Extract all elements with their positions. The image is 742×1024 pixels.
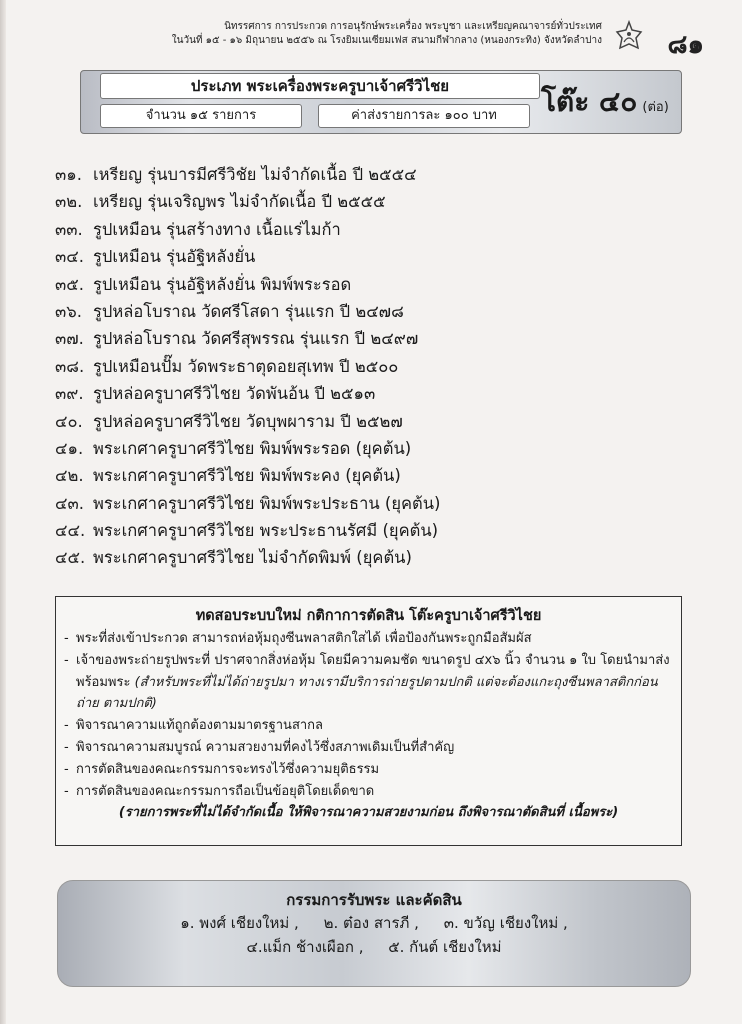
item-text: เหรียญ รุ่นบารมีศรีวิชัย ไม่จำกัดเนื้อ ปี ๒๕๕๔ (93, 165, 417, 184)
item-text: รูปหล่อโบราณ วัดศรีโสดา รุ่นแรก ปี ๒๔๗๘ (93, 301, 404, 321)
item-number: ๔๕. (55, 548, 86, 568)
rule-text: เจ้าของพระถ่ายรูปพระที่ ปราศจากสิ่งห่อหุ้ม โดยมีความคมชัด ขนาดรูป ๔x๖ นิ้ว จำนวน ๑ ใบ โดยนำมาส่งพร้อมพระ (76, 652, 670, 690)
rule-item: - การตัดสินของคณะกรรมการจะทรงไว้ซึ่งความยุติธรรม (64, 759, 671, 781)
item-text: พระเกศาครูบาศรีวิไชย พระประธานรัศมี (ยุคต้น) (93, 521, 439, 541)
entry-fee: ค่าส่งรายการละ ๑๐๐ บาท (318, 104, 530, 128)
committee-member: ๕. กันต์ เชียงใหม่ (388, 938, 502, 956)
rules-footnote: (รายการพระที่ไม่ได้จำกัดเนื้อ ให้พิจารณาความสวยงามก่อน ถึงพิจารณาตัดสินที่ เนื้อพระ) (118, 805, 619, 821)
committee-title: กรรมการรับพระ และคัดสิน (286, 891, 462, 909)
item-number: ๓๘. (55, 356, 85, 376)
list-item (55, 299, 440, 326)
rule-item: - พิจารณาความแท้ถูกต้องตามมาตรฐานสากล (64, 715, 671, 737)
table-number (541, 80, 669, 124)
item-number: ๓๕. (55, 274, 85, 294)
list-item (55, 381, 440, 408)
committee-member: ๒. ต๋อง สารภี , (323, 914, 419, 932)
item-number: ๔๒. (55, 466, 84, 486)
list-item (55, 409, 440, 436)
item-number: ๓๑. (55, 165, 82, 184)
committee-row-1 (58, 911, 690, 935)
list-item (55, 326, 440, 353)
temple-emblem-icon (614, 20, 644, 52)
rule-item: - พระที่ส่งเข้าประกวด สามารถห่อหุ้มถุงซีนพลาสติกใสได้ เพื่อป้องกันพระถูกมือสัมผัส (64, 628, 671, 650)
item-number: ๓๓. (55, 219, 83, 239)
item-number: ๔๐. (55, 411, 83, 431)
item-number: ๓๙. (55, 384, 84, 404)
table-suffix: (ต่อ) (642, 100, 669, 115)
item-text: พระเกศาครูบาศรีวิไชย ไม่จำกัดพิมพ์ (ยุคต้น) (93, 548, 412, 568)
item-list (55, 162, 440, 573)
item-text: รูปเหมือน รุ่นอัฐิหลังยั่น พิมพ์พระรอด (93, 274, 352, 294)
list-item (55, 436, 440, 463)
item-number: ๓๗. (55, 329, 84, 349)
item-number: ๔๔. (55, 521, 86, 541)
rule-item (64, 650, 671, 715)
item-count: จำนวน ๑๕ รายการ (100, 104, 302, 128)
page-header (132, 20, 602, 48)
item-text: รูปหล่อครูบาศรีวิไชย วัดพันอ้น ปี ๒๕๑๓ (93, 384, 376, 404)
item-number: ๓๖. (55, 301, 82, 321)
rules-list (56, 628, 681, 802)
committee-member: ๔.แม็ก ช้างเผือก , (246, 938, 364, 956)
committee-member: ๑. พงศ์ เชียงใหม่ , (180, 914, 299, 932)
list-item (55, 162, 440, 189)
item-text: รูปหล่อโบราณ วัดศรีสุพรรณ รุ่นแรก ปี ๒๔๙๗ (93, 329, 419, 349)
list-item (55, 463, 440, 490)
list-item (55, 545, 440, 572)
rule-item: - การตัดสินของคณะกรรมการถือเป็นข้อยุติโดยเด็ดขาด (64, 781, 671, 803)
page-number: ๘๑ (667, 30, 704, 60)
item-text: พระเกศาครูบาศรีวิไชย พิมพ์พระประธาน (ยุคต้น) (93, 493, 441, 513)
judging-rules-box (55, 596, 682, 846)
item-number: ๔๑. (55, 438, 84, 458)
committee-row-2 (58, 935, 690, 959)
item-text: รูปเหมือน รุ่นสร้างทาง เนื้อแร่ไมก้า (93, 219, 341, 239)
category-title: ประเภท พระเครื่องพระครูบาเจ้าศรีวิไชย (100, 73, 540, 99)
item-text: รูปหล่อครูบาศรีวิไชย วัดบุพผาราม ปี ๒๕๒๗ (93, 411, 403, 431)
page-edge (0, 0, 6, 1024)
item-text: รูปเหมือน รุ่นอัฐิหลังยั่น (93, 247, 256, 267)
item-text: พระเกศาครูบาศรีวิไชย พิมพ์พระรอด (ยุคต้น) (93, 438, 412, 458)
rules-title: ทดสอบระบบใหม่ กติกาการตัดสิน โต๊ะครูบาเจ้าศรีวิไชย (195, 608, 542, 624)
item-number: ๔๓. (55, 493, 85, 513)
header-line-1: นิทรรศการ การประกวด การอนุรักษ์พระเครื่อง พระบูชา และเหรียญคณาจารย์ทั่วประเทศ (224, 21, 602, 32)
committee-box (57, 880, 691, 987)
list-item (55, 217, 440, 244)
item-text: เหรียญ รุ่นเจริญพร ไม่จำกัดเนื้อ ปี ๒๕๕๕ (93, 192, 386, 212)
list-item (55, 244, 440, 271)
list-item (55, 518, 440, 545)
list-item (55, 189, 440, 216)
table-label: โต๊ะ ๔๐ (541, 85, 638, 118)
rule-item: - พิจารณาความสมบูรณ์ ความสวยงามที่คงไว้ซึ่งสภาพเดิมเป็นที่สำคัญ (64, 737, 671, 759)
list-item (55, 272, 440, 299)
item-number: ๓๒. (55, 192, 83, 212)
list-item (55, 354, 440, 381)
header-line-2: ในวันที่ ๑๕ - ๑๖ มิถุนายน ๒๕๕๖ ณ โรงยิมเนเซียมเฟส สนามกีฬากลาง (หนองกระทิง) จังหวัดลำปาง (171, 35, 602, 46)
item-number: ๓๔. (55, 247, 85, 267)
committee-member: ๓. ขวัญ เชียงใหม่ , (443, 914, 568, 932)
item-text: พระเกศาครูบาศรีวิไชย พิมพ์พระคง (ยุคต้น) (93, 466, 401, 486)
rule-note: (สำหรับพระที่ไม่ได้ถ่ายรูปมา ทางเรามีบริการถ่ายรูปตามปกติ แต่จะต้องแกะถุงซีนพลาสติกก่อนถ่าย ตามปกติ) (76, 674, 658, 712)
item-text: รูปเหมือนปั๊ม วัดพระธาตุดอยสุเทพ ปี ๒๕๐๐ (93, 356, 399, 376)
list-item (55, 491, 440, 518)
